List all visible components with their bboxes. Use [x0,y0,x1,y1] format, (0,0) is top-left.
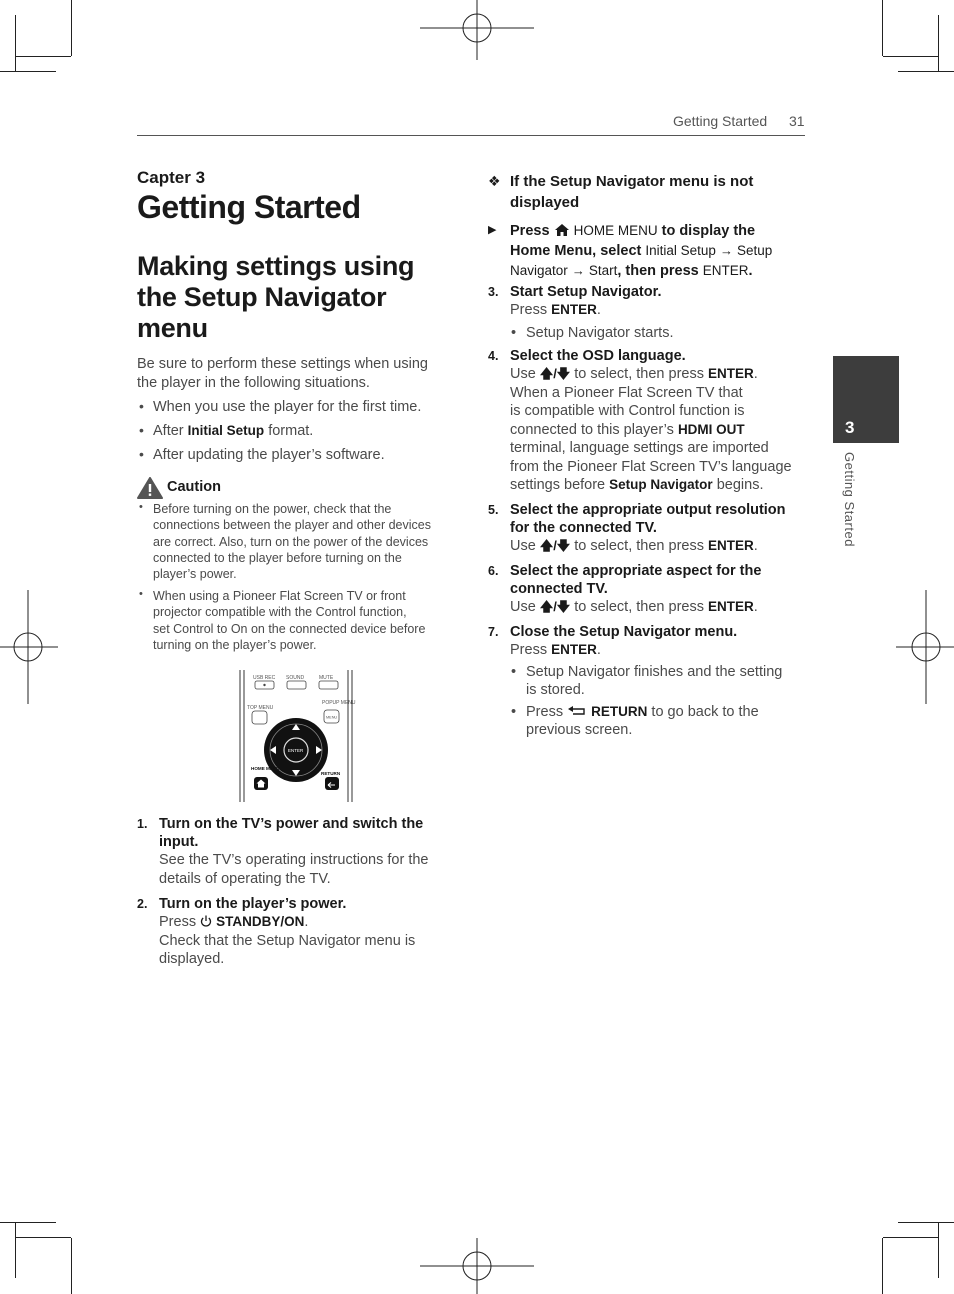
right-arrow-icon: → [571,263,585,278]
remote-menu-label: MENU [326,715,338,720]
key-label: Setup Navigator [609,477,713,492]
step-text: details of operating the TV. [159,870,331,887]
remote-popup-menu-label: POPUP MENU [322,700,356,706]
text: is stored. [526,682,585,698]
step-title: Start Setup Navigator. [510,284,662,300]
page-number: 31 [789,113,805,129]
top-menu-button [252,711,267,724]
text: Press [159,914,197,930]
step-title: Turn on the player’s power. [159,896,347,912]
registration-mark-right [896,590,954,704]
remote-mute-label: MUTE [319,675,334,681]
bullet-dot: • [511,663,517,680]
step-number: 6. [488,564,499,578]
caution-line: set Control to On on the connected device before [153,621,426,636]
step-title: Close the Setup Navigator menu. [510,624,738,640]
press-home-menu-step [510,221,810,281]
text: begins. [716,477,764,493]
step-title: Select the OSD language. [510,348,686,364]
text: . [748,263,753,279]
text: to select, then press [574,538,704,554]
right-arrow-icon: → [719,243,733,258]
bullet-dot: • [139,588,143,600]
note-title-line: displayed [510,194,580,211]
key-label: HOME MENU [573,223,658,238]
text: Setup Navigator finishes and the setting [526,663,783,680]
key-label: ENTER [702,263,749,278]
up-down-arrow-icon: 🡅/🡇 [539,599,571,614]
chapter-title: Getting Started [137,189,361,225]
sound-button [287,681,306,689]
caution-line: Before turning on the power, check that the [153,502,392,516]
remote-top-menu-label: TOP MENU [247,705,274,711]
step-number: 4. [488,349,499,363]
step-number: 1. [137,817,148,831]
mute-button [319,681,338,689]
caution-title: Caution [167,479,221,495]
bullet-dot: • [511,703,517,720]
key-label: Initial Setup [187,423,265,438]
note-title-line: If the Setup Navigator menu is not [510,173,754,190]
bullet-dot: • [139,422,144,438]
registration-mark-bottom [420,1238,534,1294]
step-title: input. [159,834,199,850]
key-label: RETURN [591,703,648,719]
key-label: ENTER [551,642,597,657]
key-label: Setup [736,243,773,258]
step-text: terminal, language settings are imported [510,440,769,456]
text: to select, then press [574,599,704,615]
section-title-line: menu [137,313,208,343]
situation-item-1: When you use the player for the first time. [153,399,422,415]
remote-illustration [238,670,356,802]
bullet-dot: • [139,398,144,414]
step-text: Press STANDBY/ON. [159,914,309,930]
text: previous screen. [526,722,633,738]
step-3: Start Setup Navigator. Press ENTER. • Setup Navigator starts. [510,283,810,342]
section-title-line: the Setup Navigator [137,282,387,312]
step-text: displayed. [159,951,225,967]
text: to go back to the [651,703,759,720]
text: Use [510,366,536,382]
up-down-arrow-icon: 🡅/🡇 [539,538,571,553]
intro-paragraph [137,355,457,392]
text: to select, then press [574,366,704,382]
remote-sound-label: SOUND [286,675,305,681]
intro-line: the player in the following situations. [137,374,370,391]
note-title [510,171,753,213]
key-label: HDMI OUT [677,421,745,437]
key-label: Navigator [510,263,568,278]
text: After [153,423,184,439]
text: to display the [661,223,756,239]
caution-item-2 [153,588,425,653]
key-label: Start [588,263,618,278]
chapter-label: Capter 3 [137,168,206,187]
step-text: from the Pioneer Flat Screen TV’s language [510,458,792,475]
bullet-dot: • [139,501,143,513]
registration-mark-top [420,0,534,60]
text: Use [510,538,536,554]
return-button [325,777,339,790]
remote-return-label: RETURN [321,771,341,776]
remote-home-menu-label: HOME MENU [251,766,280,771]
step-title: connected TV. [510,581,608,597]
home-icon [554,223,570,236]
bullet-dot: • [139,446,144,462]
text: Press [510,302,548,318]
step-7-bullet-2 [510,703,810,740]
step-text: When a Pioneer Flat Screen TV that [510,384,743,401]
section-title-line: Making settings using [137,251,415,281]
key-label: ENTER [708,538,754,553]
registration-mark-left [0,590,58,704]
chapter-side-tab [833,356,899,443]
step-5: Select the appropriate output resolution for the connected TV. Use 🡅/🡇 to select, then press ENTER. [510,501,815,556]
caution-line: connections between the player and other devices [153,518,431,533]
step-7: Close the Setup Navigator menu. Press ENTER. • Setup Navigator finishes and the setting is stored. • Press RETURN to go back to the previous screen. [510,623,810,740]
side-tab-number: 3 [845,418,855,437]
triangle-bullet-icon: ▶ [488,224,497,236]
step-3-bullet [510,324,810,343]
step-7-bullet-1 [510,663,810,700]
key-label: Initial Setup [645,243,716,258]
step-title: for the connected TV. [510,520,657,536]
caution-item-1 [153,501,431,582]
step-number: 5. [488,503,499,517]
step-6: Select the appropriate aspect for the connected TV. Use 🡅/🡇 to select, then press ENTER. [510,562,810,617]
situation-item-2 [153,422,313,441]
step-number: 2. [137,897,148,911]
caution-line: projector compatible with the Control function, [153,605,407,620]
remote-usb-rec-label: USB REC [253,675,276,681]
bullet-dot: • [511,324,517,341]
key-label: STANDBY/ON [216,914,305,929]
step-number: 7. [488,625,499,639]
intro-line: Be sure to perform these settings when using [137,356,428,372]
step-1 [159,815,459,888]
text: Press [510,642,548,658]
section-title [137,251,414,344]
text: format. [268,423,314,439]
power-icon [200,915,212,927]
step-title: Select the appropriate output resolution [510,502,786,518]
text: settings before [510,477,606,493]
text: Press [526,703,564,720]
text: , then press [617,263,699,279]
step-number: 3. [488,285,499,299]
step-text: Check that the Setup Navigator menu is [159,932,416,949]
up-down-arrow-icon: 🡅/🡇 [539,366,571,381]
side-tab-label: Getting Started [842,452,857,547]
note-icon: ❖ [488,173,501,189]
key-label: ENTER [708,599,754,614]
text: Setup Navigator starts. [526,324,674,341]
header-section: Getting Started [673,113,768,129]
step-2 [159,895,459,969]
caution-line: are correct. Also, turn on the power of the devices [153,534,429,549]
remote-enter-label: ENTER [288,748,304,753]
text: Home Menu, select [510,243,642,259]
caution-line: When using a Pioneer Flat Screen TV or front [153,589,406,603]
text: connected to this player’s [510,421,674,438]
caution-line: connected to the player before turning on the [153,550,402,565]
step-text: See the TV’s operating instructions for the [159,852,429,868]
caution-icon [137,477,163,499]
key-label: ENTER [551,302,597,317]
header-rule [137,135,805,136]
caution-line: turning on the player’s power. [153,637,317,652]
text: Use [510,599,536,615]
text: Press [510,223,550,239]
step-text: is compatible with Control function is [510,403,745,419]
return-icon [567,705,587,717]
key-label: ENTER [708,366,754,381]
step-title: Select the appropriate aspect for the [510,563,762,579]
situation-item-3: After updating the player’s software. [153,447,385,463]
caution-line: player’s power. [153,567,237,582]
step-title: Turn on the TV’s power and switch the [159,816,424,832]
step-4: Select the OSD language. Use 🡅/🡇 to select, then press ENTER. When a Pioneer Flat Screen TV that is compatible with Control function is connected to this player’s HDMI OUT terminal, language settings are imported from the Pioneer Flat Screen TV’s language settings before Setup Navigator begins. [510,347,810,495]
